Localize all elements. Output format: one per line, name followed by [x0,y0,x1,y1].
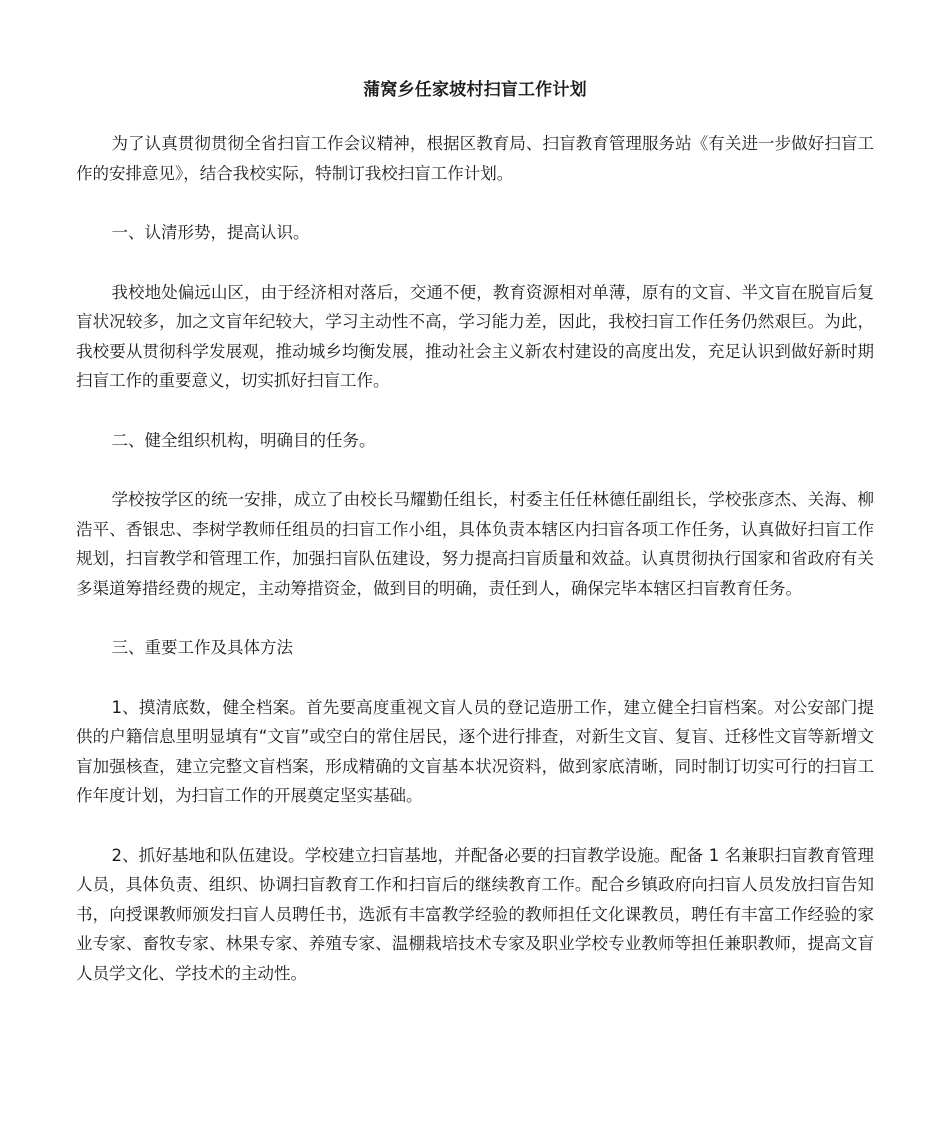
section-body-1: 我校地处偏远山区，由于经济相对落后，交通不便，教育资源相对单薄，原有的文盲、半文盲在脱盲后复盲状况较多，加之文盲年纪较大，学习主动性不高，学习能力差，因此，我校扫盲工作任务仍然艰巨。为此，我校要从贯彻科学发展观，推动城乡均衡发展，推动社会主义新农村建设的高度出发，充足认识到做好新时期扫盲工作的重要意义，切实抓好扫盲工作。 [76,282,874,390]
section-heading-2: 二、健全组织机构，明确目的任务。 [111,430,376,450]
intro-paragraph: 为了认真贯彻贯彻全省扫盲工作会议精神，根据区教育局、扫盲教育管理服务站《有关进一步做好扫盲工作的安排意见》，结合我校实际，特制订我校扫盲工作计划。 [76,134,874,183]
document-title: 蒲窝乡任家坡村扫盲工作计划 [363,80,587,100]
section-heading-1: 一、认清形势，提高认识。 [111,223,310,242]
section-heading-3: 三、重要工作及具体方法 [111,638,293,657]
section-body-2: 学校按学区的统一安排，成立了由校长马耀勤任组长，村委主任任林德任副组长，学校张彦杰、关海、柳浩平、香银忠、李树学教师任组员的扫盲工作小组，具体负责本辖区内扫盲各项工作任务，认真做好扫盲工作规划，扫盲教学和管理工作，加强扫盲队伍建设，努力提高扫盲质量和效益。认真贯彻执行国家和省政府有关多渠道筹措经费的规定，主动筹措资金，做到目的明确，责任到人，确保完毕本辖区扫盲教育任务。 [76,490,874,598]
section3-item-1: 1、摸清底数，健全档案。首先要高度重视文盲人员的登记造册工作，建立健全扫盲档案。对公安部门提供的户籍信息里明显填有“文盲”或空白的常住居民，逐个进行排查，对新生文盲、复盲、迁移性文盲等新增文盲加强核查，建立完整文盲档案，形成精确的文盲基本状况资料，做到家底清晰，同时制订切实可行的扫盲工作年度计划，为扫盲工作的开展奠定坚实基础。 [76,697,874,805]
section3-item-2: 2、抓好基地和队伍建设。学校建立扫盲基地，并配备必要的扫盲教学设施。配备 1 名兼职扫盲教育管理人员，具体负责、组织、协调扫盲教育工作和扫盲后的继续教育工作。配合乡镇政府向扫盲人员发放扫盲告知书，向授课教师颁发扫盲人员聘任书，选派有丰富教学经验的教师担任文化课教员，聘任有丰富工作经验的家业专家、畜牧专家、林果专家、养殖专家、温棚栽培技术专家及职业学校专业教师等担任兼职教师，提高文盲人员学文化、学技术的主动性。 [76,845,874,983]
